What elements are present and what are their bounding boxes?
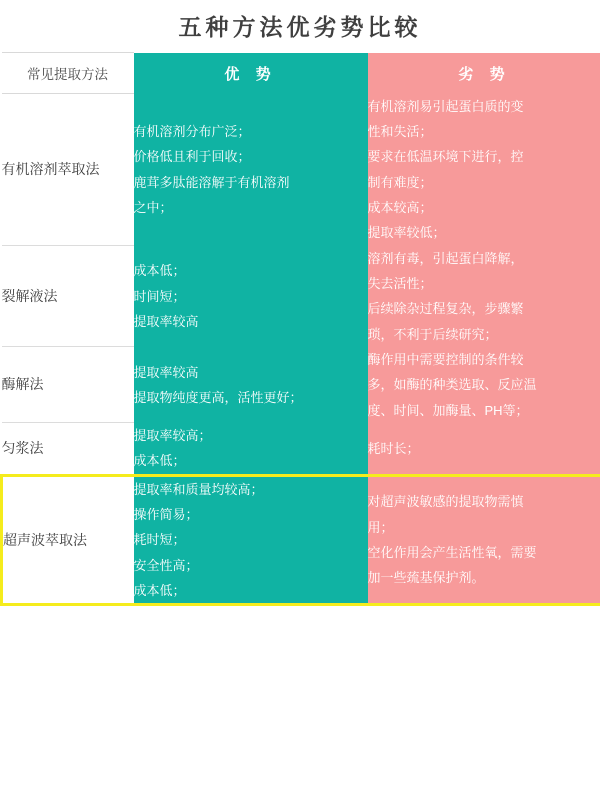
method-name: 有机溶剂萃取法 [2,94,134,246]
pro-text: 提取率较高 提取物纯度更高，活性更好； [134,347,368,423]
method-name: 酶解法 [2,347,134,423]
header-pro: 优 势 [134,53,368,94]
table-row [2,246,600,347]
method-name: 超声波萃取法 [2,475,134,605]
table-row [2,347,600,423]
table-row [2,423,600,475]
header-con: 劣 势 [368,53,600,94]
con-text: 耗时长； [368,423,600,475]
pro-text: 有机溶剂分布广泛； 价格低且利于回收； 鹿茸多肽能溶解于有机溶剂 之中； [134,94,368,246]
page-title: 五种方法优劣势比较 [178,15,422,41]
pro-text: 提取率较高； 成本低； [134,423,368,475]
method-name: 匀浆法 [2,423,134,475]
con-text: 有机溶剂易引起蛋白质的变 性和失活； 要求在低温环境下进行，控 制有难度； 成本较高； 提取率较低； [368,94,600,246]
table-row [2,94,600,246]
table-row-highlighted [2,475,600,605]
table-header-row [2,53,600,94]
con-text: 对超声波敏感的提取物需慎 用； 空化作用会产生活性氧，需要 加一些巯基保护剂。 [368,475,600,605]
pro-text: 提取率和质量均较高； 操作简易； 耗时短； 安全性高； 成本低； [134,475,368,605]
method-name: 裂解液法 [2,246,134,347]
con-text: 溶剂有毒，引起蛋白降解， 失去活性； 后续除杂过程复杂，步骤繁 琐，不利于后续研究； [368,246,600,347]
con-text: 酶作用中需要控制的条件较 多，如酶的种类选取、反应温 度、时间、加酶量、PH等； [368,347,600,423]
comparison-table [0,52,600,606]
header-method: 常见提取方法 [2,53,134,94]
pro-text: 成本低； 时间短； 提取率较高 [134,246,368,347]
